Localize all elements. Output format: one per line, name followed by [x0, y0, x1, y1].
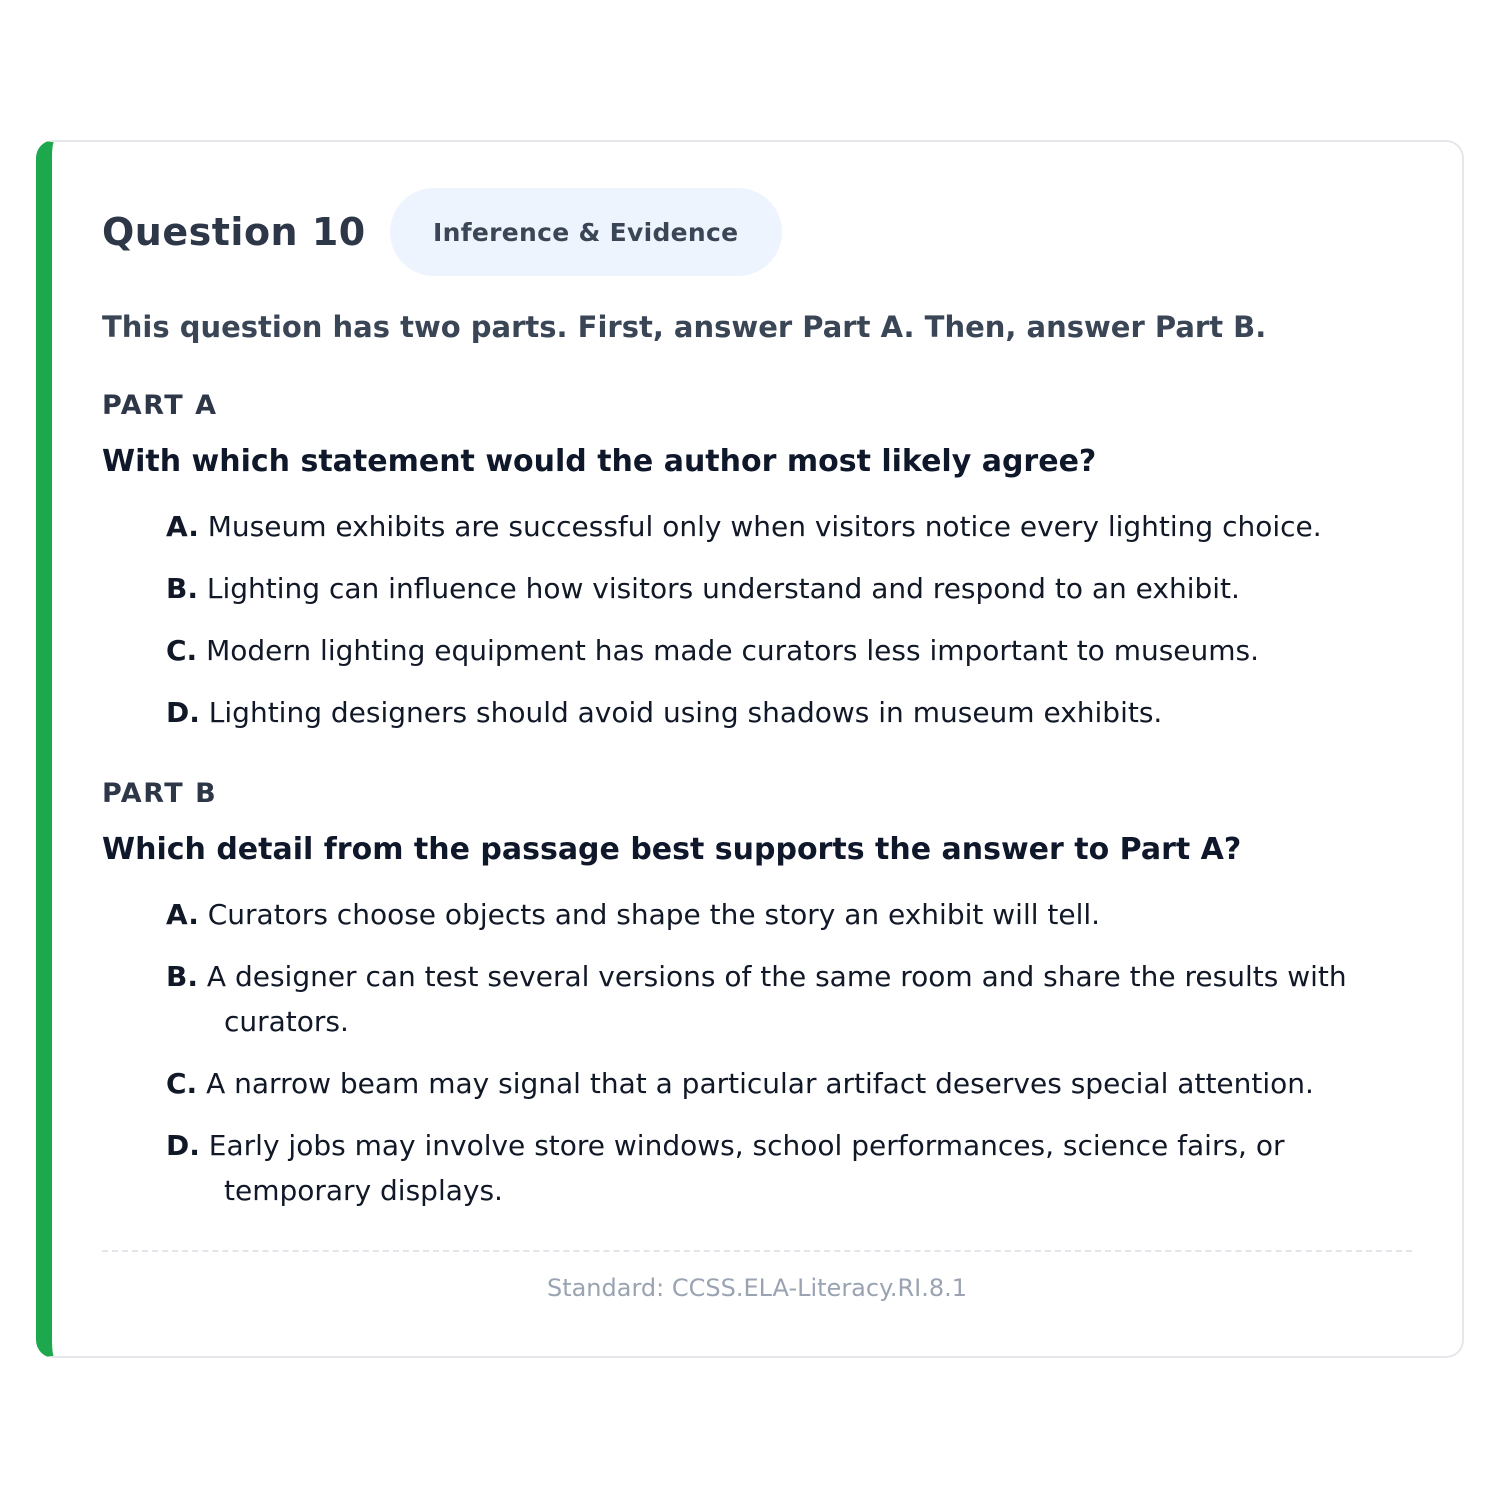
question-card [36, 140, 1464, 1358]
question-card-body [102, 142, 1412, 1356]
part-a-options [166, 504, 1412, 752]
part-b-question: Which detail from the passage best supports the answer to Part A? [102, 832, 1242, 867]
question-instructions: This question has two parts. First, answer Part A. Then, answer Part B. [102, 310, 1267, 344]
part-a-option-d[interactable] [166, 690, 1412, 735]
skill-badge: Inference & Evidence [390, 188, 782, 276]
option-letter: C. [166, 1067, 198, 1100]
footer-divider [102, 1250, 1412, 1252]
option-text: A narrow beam may signal that a particular artifact deserves special attention. [206, 1067, 1314, 1100]
part-b-option-a[interactable] [166, 892, 1412, 937]
option-text: Curators choose objects and shape the story an exhibit will tell. [207, 898, 1101, 931]
option-letter: A. [166, 898, 199, 931]
option-letter: D. [166, 696, 200, 729]
part-a-option-c[interactable] [166, 628, 1412, 673]
option-letter: C. [166, 634, 198, 667]
question-title: Question 10 [102, 210, 366, 254]
part-a-option-b[interactable] [166, 566, 1412, 611]
option-letter: B. [166, 960, 198, 993]
option-text: Early jobs may involve store windows, school performances, science fairs, or temporary displays. [208, 1129, 1285, 1207]
option-letter: D. [166, 1129, 200, 1162]
part-a-label: PART A [102, 390, 218, 421]
option-letter: A. [166, 510, 199, 543]
part-b-label: PART B [102, 778, 218, 809]
part-b-options [166, 892, 1412, 1230]
standard-label: Standard: CCSS.ELA-Literacy.RI.8.1 [546, 1274, 968, 1302]
option-text: Lighting designers should avoid using shadows in museum exhibits. [208, 696, 1163, 729]
part-a-question: With which statement would the author most likely agree? [102, 444, 1097, 479]
question-header [102, 188, 782, 276]
option-text: A designer can test several versions of the same room and share the results with curators. [206, 960, 1347, 1038]
part-b-option-b[interactable] [166, 954, 1412, 1044]
option-text: Museum exhibits are successful only when visitors notice every lighting choice. [207, 510, 1322, 543]
part-b-option-d[interactable] [166, 1123, 1412, 1213]
part-a-option-a[interactable] [166, 504, 1412, 549]
option-letter: B. [166, 572, 198, 605]
part-b-option-c[interactable] [166, 1061, 1412, 1106]
option-text: Lighting can influence how visitors understand and respond to an exhibit. [206, 572, 1240, 605]
option-text: Modern lighting equipment has made curators less important to museums. [206, 634, 1260, 667]
